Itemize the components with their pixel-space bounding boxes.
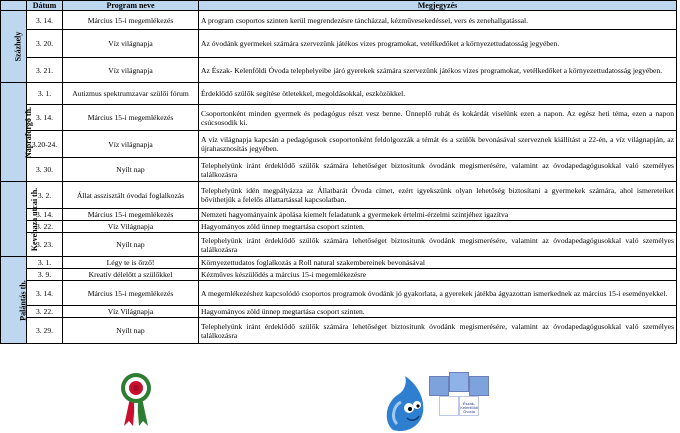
date-cell: 3. 14. [27, 281, 63, 306]
group-name: Napraforgó th. [24, 106, 34, 158]
notes-cell: Környezettudatos foglalkozás a Roll natural szakembereinek bevonásával [199, 257, 677, 269]
program-cell: Víz Világnapja [63, 221, 199, 233]
program-cell: Nyílt nap [63, 318, 199, 344]
group-label-cell [1, 182, 40, 257]
kid-tile-icon [429, 376, 449, 396]
table-row [1, 131, 677, 158]
header-group-cell [1, 1, 27, 11]
group-label-cell [1, 11, 27, 83]
program-cell: Autizmus spektrumzavar szülői fórum [63, 83, 199, 105]
date-cell: 3. 22. [27, 306, 63, 318]
program-cell: Víz világnapja [63, 58, 199, 83]
date-cell: 3. 9. [27, 269, 63, 281]
table-row [1, 58, 677, 83]
header-notes: Megjegyzés [199, 1, 677, 11]
notes-cell: Az óvodánk gyermekei számára szervezünk játékos vizes programokat, vetélkedőket a környezettudatosság jegyében. [199, 30, 677, 58]
header-program: Program neve [63, 1, 199, 11]
program-cell: Március 15-i megemlékezés [63, 281, 199, 306]
date-cell: 3. 1. [27, 83, 63, 105]
table-header-row [1, 1, 677, 11]
kid-tile-icon [449, 372, 469, 392]
kokarda-logo [118, 372, 154, 428]
date-cell: 3. 20. [27, 30, 63, 58]
date-cell: 3. 14. [27, 11, 63, 30]
table-row [1, 318, 677, 344]
table-row [1, 221, 677, 233]
notes-cell: Kézműves készülődés a március 15-i megemlékezésre [199, 269, 677, 281]
notes-cell: A megemlékezéshez kapcsolódó csoportos programok óvodánk jó gyakorlata, a gyerekek játékba ágyazottan ismerkednek az március 15-i eseményekkel. [199, 281, 677, 306]
notes-cell: A program csoportos szinten kerül megrendezésre táncházzal, kézművesekedéssel, vers és zenehallgatással. [199, 11, 677, 30]
group-label-cell [1, 257, 27, 344]
program-cell: Víz Világnapja [63, 306, 199, 318]
table-row [1, 30, 677, 58]
notes-cell: Telephelyünk iránt érdeklődő szülők számára lehetőséget biztosítunk óvodánk megismerésére, valamint az óvodapedagógusokkal való személyes találkozásra [199, 233, 677, 257]
program-cell: Nyílt nap [63, 158, 199, 182]
notes-cell: Csoportonként minden gyermek és pedagógus részt vesz benne. Ünneplő ruhát és kokárdát viselünk ezen a napon. Az egész heti téma, ezen a napon csúcsosodik ki. [199, 105, 677, 131]
date-cell: 3. 30. [27, 158, 63, 182]
program-cell: Nyílt nap [63, 233, 199, 257]
table-row [1, 209, 677, 221]
date-cell: 3. 23. [27, 233, 63, 257]
program-cell: Állat asszisztált óvodai foglalkozás [63, 182, 199, 209]
table-row [1, 281, 677, 306]
notes-cell: Érdeklődő szülők segítése ötletekkel, megoldásokkal, eszközökkel. [199, 83, 677, 105]
program-cell: Víz világnapja [63, 30, 199, 58]
program-cell: Víz világnapja [63, 131, 199, 158]
group-label-cell [1, 83, 34, 182]
notes-cell: Az Észak- Kelenföldi Óvoda telephelyeibe járó gyerekek számára szervezünk játékos vizes programokat, vetélkedőket a környezettudatosság jegyében. [199, 58, 677, 83]
date-cell: 3.20-24. [27, 131, 63, 158]
kid-tile-icon [469, 376, 489, 396]
date-cell: 3. 14. [27, 105, 63, 131]
notes-cell: Telephelyünk idén megpályázza az Állatbarát Óvoda címet, ezért igyekszünk olyan lehetőség biztosítani a gyermekek számára, ahol ismereteiket bővíthetjük a felelős állattartással kapcsolatban. [199, 182, 677, 209]
program-cell: Március 15-i megemlékezés [63, 11, 199, 30]
date-cell: 3. 2. [27, 182, 63, 209]
header-date: Dátum [27, 1, 63, 11]
group-name: Palántás th. [18, 279, 28, 321]
notes-cell: Nemzeti hagyományaink ápolása kiemelt feladatunk a gyermekek értelmi-érzelmi szintjéhez igazítva [199, 209, 677, 221]
date-cell: 3. 29. [27, 318, 63, 344]
kids-emblem [425, 372, 493, 416]
date-cell: 3. 21. [27, 58, 63, 83]
kindergarten-logo-text: Észak-Kelenföldi Óvoda [460, 401, 478, 414]
kid-tile-icon [439, 396, 459, 416]
table-row [1, 83, 677, 105]
table-row [1, 158, 677, 182]
notes-cell: A víz világnapja kapcsán a pedagógusok csoportonként feldolgozzák a témát és a szülők bevonásával szerveznek kiállítást a 22-én, a víz világnapján, az újrahasznosítás jegyében. [199, 131, 677, 158]
table-row [1, 306, 677, 318]
kokarda-icon [118, 372, 154, 428]
table-row [1, 11, 677, 30]
notes-cell: Telephelyünk iránt érdeklődő szülők számára lehetőséget biztosítunk óvodánk megismerésére, valamint az óvodapedagógusokkal való személyes találkozásra [199, 158, 677, 182]
table-row [1, 105, 677, 131]
program-cell: Légy te is őrző! [63, 257, 199, 269]
notes-cell: Hagyományos zöld ünnep megtartása csoport szinten. [199, 306, 677, 318]
table-row [1, 269, 677, 281]
program-cell: Március 15-i megemlékezés [63, 105, 199, 131]
program-cell: Március 15-i megemlékezés [63, 209, 199, 221]
date-cell: 3. 14. [27, 209, 63, 221]
group-name: Százhely [13, 31, 23, 62]
date-cell: 3. 22. [27, 221, 63, 233]
program-cell: Kreatív délelőtt a szülőkkel [63, 269, 199, 281]
table-row [1, 182, 677, 209]
group-name: Kevehaza utcai th. [30, 187, 40, 251]
notes-cell: Telephelyünk iránt érdeklődő szülők számára lehetőséget biztosítunk óvodánk megismerésére, valamint az óvodapedagógusokkal való személyes találkozásra [199, 318, 677, 344]
date-cell: 3. 1. [27, 257, 63, 269]
table-row [1, 257, 677, 269]
kindergarten-logo [385, 372, 495, 432]
notes-cell: Hagyományos zöld ünnep megtartása csoport szinten. [199, 221, 677, 233]
table-row [1, 233, 677, 257]
